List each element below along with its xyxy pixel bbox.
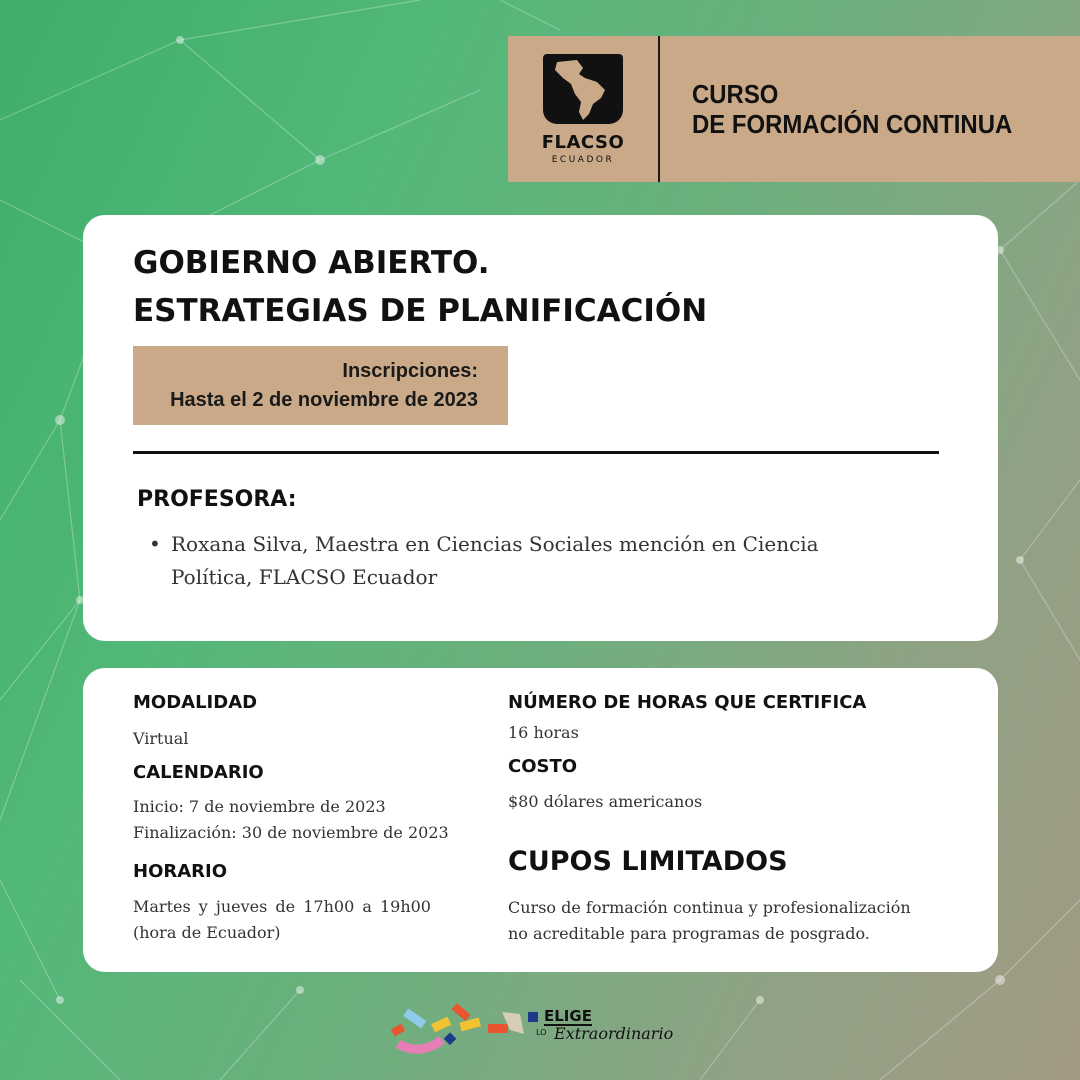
cupos-limitados-heading: CUPOS LIMITADOS — [508, 846, 788, 877]
header-title-line1: CURSO — [692, 79, 779, 109]
logo-subtitle: ECUADOR — [551, 154, 615, 165]
course-title — [133, 239, 707, 335]
modalidad-label: MODALIDAD — [133, 692, 258, 713]
calendario-end: Finalización: 30 de noviembre de 2023 — [133, 823, 449, 842]
horario-line2: (hora de Ecuador) — [133, 923, 281, 942]
bullet-icon: • — [149, 532, 161, 556]
calendario-start: Inicio: 7 de noviembre de 2023 — [133, 797, 386, 816]
divider-line — [133, 451, 939, 454]
elige-word: ELIGE — [544, 1007, 592, 1025]
professor-heading: PROFESORA: — [137, 487, 297, 512]
horario-label: HORARIO — [133, 861, 228, 882]
costo-value: $80 dólares americanos — [508, 792, 703, 811]
lo-word: LO — [536, 1028, 547, 1037]
course-info-card — [83, 215, 998, 641]
note-line1: Curso de formación continua y profesionalización — [508, 898, 911, 917]
registration-label: Inscripciones: — [342, 359, 478, 382]
modalidad-value: Virtual — [133, 729, 189, 748]
note-line2: no acreditable para programas de posgrado. — [508, 924, 870, 943]
course-title-line1: GOBIERNO ABIERTO. — [133, 245, 490, 281]
costo-label: COSTO — [508, 756, 578, 777]
confetti-mark-icon — [390, 1000, 540, 1060]
header-title — [660, 36, 1080, 182]
course-details-card — [83, 668, 998, 972]
blue-square-icon — [528, 1012, 538, 1022]
horas-label: NÚMERO DE HORAS QUE CERTIFICA — [508, 692, 867, 713]
horario-line1: Martes y jueves de 17h00 a 19h00 — [133, 897, 431, 916]
extraordinario-word: Extraordinario — [554, 1024, 674, 1043]
latin-america-map-icon — [543, 54, 623, 124]
elige-lo-extraordinario-logo — [390, 1000, 690, 1060]
course-header — [508, 36, 1080, 182]
horas-value: 16 horas — [508, 723, 579, 742]
calendario-label: CALENDARIO — [133, 762, 264, 783]
professor-item — [171, 528, 891, 594]
registration-box — [133, 346, 508, 425]
course-title-line2: ESTRATEGIAS DE PLANIFICACIÓN — [133, 293, 708, 329]
header-title-line2: DE FORMACIÓN CONTINUA — [692, 109, 1013, 139]
professor-line1: Roxana Silva, Maestra en Ciencias Sociales mención en Ciencia — [171, 532, 819, 556]
professor-line2: Política, FLACSO Ecuador — [171, 565, 438, 589]
registration-deadline: Hasta el 2 de noviembre de 2023 — [170, 388, 478, 411]
logo-name: FLACSO — [541, 131, 625, 153]
flacso-logo — [508, 36, 658, 182]
